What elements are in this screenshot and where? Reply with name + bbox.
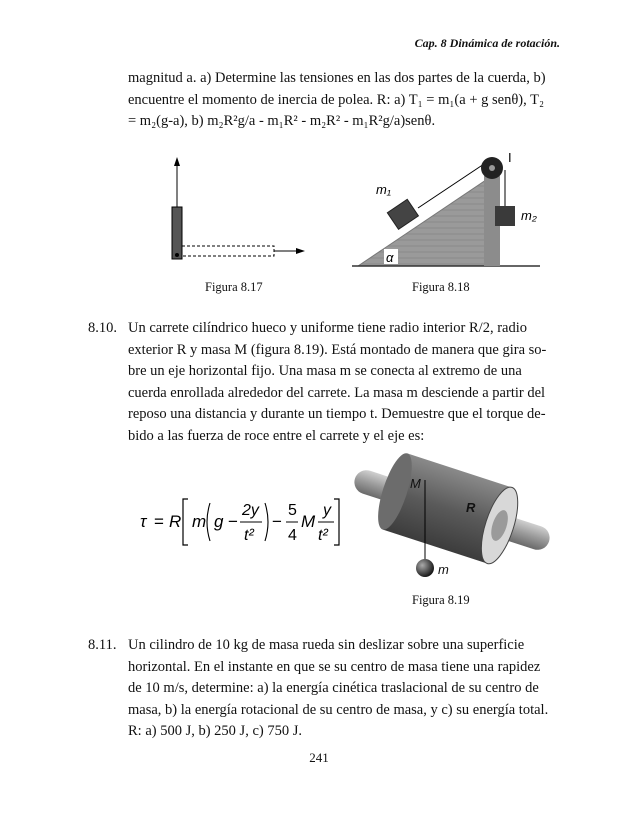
pulley-axle bbox=[489, 165, 495, 171]
problem-line: reposo una distancia y durante un tiempo t. Demuestre que el torque de- bbox=[128, 406, 546, 422]
paren-left bbox=[207, 503, 210, 541]
formula-4: 4 bbox=[288, 527, 297, 544]
formula-tau: τ bbox=[140, 512, 147, 531]
page-number: 241 bbox=[309, 750, 329, 765]
problem-line: exterior R y masa M (figura 8.19). Está montado de manera que gira so- bbox=[128, 341, 547, 358]
label-inertia: I bbox=[508, 150, 512, 165]
problem-line: horizontal. En el instante en que se su centro de masa tiene una rapidez bbox=[128, 658, 541, 675]
caption-figure-8-17: Figura 8.17 bbox=[205, 280, 263, 294]
formula-g: g bbox=[214, 512, 224, 531]
problem-number: 8.10. bbox=[88, 320, 117, 336]
formula-2y: 2y bbox=[242, 502, 259, 519]
formula-equals: = bbox=[154, 512, 164, 531]
rod-horizontal-dashed bbox=[182, 246, 274, 256]
label-m1: m₁ bbox=[376, 182, 391, 197]
formula-minus-2: − bbox=[272, 512, 282, 531]
label-m2: m₂ bbox=[521, 208, 537, 223]
intro-line: magnitud a. a) Determine las tensiones en las dos partes de la cuerda, b) bbox=[128, 70, 546, 86]
paren-right bbox=[265, 503, 268, 541]
problem-line: R: a) 500 J, b) 250 J, c) 750 J. bbox=[128, 723, 302, 739]
label-alpha: α bbox=[386, 250, 394, 265]
formula-m: m bbox=[192, 512, 207, 531]
arrow-head-up bbox=[174, 157, 180, 166]
rod-vertical bbox=[172, 207, 182, 259]
label-m: m bbox=[438, 562, 449, 577]
formula-t2-1: t² bbox=[244, 527, 254, 544]
intro-line: = m₂(g-a), b) m₂R²g/a - m₁R² - m₂R² - m₁R²g/a)senθ. bbox=[128, 113, 436, 129]
formula-y: y bbox=[323, 502, 331, 519]
problem-line: de 10 m/s, determine: a) la energía cinética traslacional de su centro de bbox=[128, 680, 539, 696]
figure-8-18 bbox=[344, 148, 544, 270]
formula-5: 5 bbox=[288, 502, 297, 519]
problem-8-10-text bbox=[128, 318, 562, 447]
formula-M: M bbox=[301, 512, 316, 531]
caption-figure-8-19: Figura 8.19 bbox=[412, 593, 470, 607]
problem-number: 8.11. bbox=[88, 637, 117, 653]
figure-8-17 bbox=[160, 155, 310, 275]
problem-line: masa, b) la energía rotacional de su centro de masa, y c) su energía total. bbox=[128, 701, 549, 718]
block-m2 bbox=[495, 206, 515, 226]
figure-8-19 bbox=[352, 440, 552, 588]
torque-formula bbox=[140, 495, 340, 550]
problem-line: bre un eje horizontal fijo. Una masa m se conecta al extremo de una bbox=[128, 363, 522, 379]
label-M: M bbox=[410, 476, 421, 491]
label-R: R bbox=[466, 500, 476, 515]
formula-t2-2: t² bbox=[318, 527, 328, 544]
pivot-point bbox=[175, 253, 179, 257]
problem-line: bido a las fuerza de roce entre el carrete y el eje es: bbox=[128, 427, 425, 444]
formula-minus-1: − bbox=[228, 512, 238, 531]
problem-line: Un carrete cilíndrico hueco y uniforme tiene radio interior R/2, radio bbox=[128, 320, 528, 336]
bracket-left bbox=[183, 499, 188, 545]
hanging-mass bbox=[416, 559, 434, 577]
caption-figure-8-18: Figura 8.18 bbox=[412, 280, 470, 294]
arrow-head-right bbox=[296, 248, 305, 254]
intro-paragraph bbox=[128, 68, 562, 133]
problem-8-11-text bbox=[128, 635, 562, 743]
intro-line: encuentre el momento de inercia de polea. R: a) T₁ = m₁(a + g senθ), T₂ bbox=[128, 91, 544, 108]
formula-R: R bbox=[169, 512, 182, 531]
bracket-right bbox=[334, 499, 339, 545]
running-header: Cap. 8 Dinámica de rotación. bbox=[414, 36, 560, 50]
block-m1 bbox=[387, 199, 418, 229]
problem-line: cuerda enrollada alrededor del carrete. La masa m desciende a partir del bbox=[128, 384, 546, 401]
problem-line: Un cilindro de 10 kg de masa rueda sin deslizar sobre una superficie bbox=[128, 637, 525, 653]
